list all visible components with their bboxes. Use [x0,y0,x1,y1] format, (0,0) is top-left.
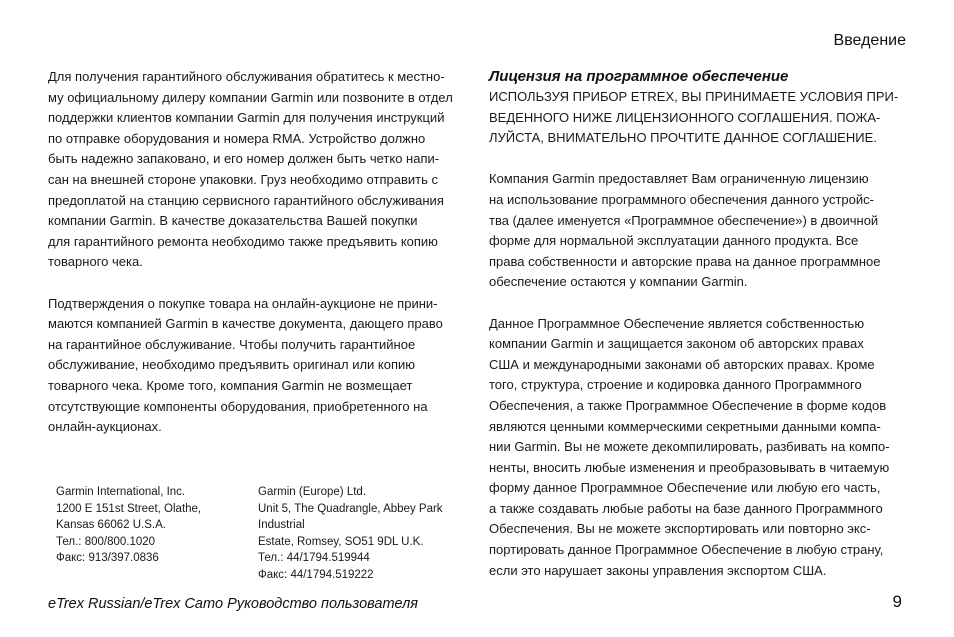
text-line: товарного чека. Кроме того, компания Garmin не возмещает [48,377,413,393]
text-line: тва (далее именуется «Программное обеспечение») в двоичной [489,212,879,228]
text-line: Обеспечения, а также Программное Обеспечение в форме кодов [489,397,887,413]
text-line: для гарантийного ремонта необходимо также предъявить копию [48,233,438,249]
text-line: поддержки клиентов компании Garmin для получения инструкций [48,110,445,126]
text-line: ЛУЙСТА, ВНИМАТЕЛЬНО ПРОЧТИТЕ ДАННОЕ СОГЛАШЕНИЕ. [489,130,877,146]
address-line: Факс: 913/397.0836 [56,552,159,564]
text-line: того, структура, строение и кодировка данного Программного [489,377,862,393]
address-line: Unit 5, The Quadrangle, Abbey Park [258,502,443,515]
address-line: Тел.: 44/1794.519944 [258,552,370,564]
address-line: Estate, Romsey, SO51 9DL U.K. [258,535,424,548]
text-line: форму данное Программное Обеспечение или любую его часть, [489,480,881,496]
address-line: Факс: 44/1794.519222 [258,568,374,581]
text-line: Подтверждения о покупке товара на онлайн-аукционе не прини- [48,295,438,311]
address-garmin-europe [258,484,468,583]
address-line: Kansas 66062 U.S.A. [56,519,166,531]
text-line: сан на внешней стороне упаковки. Груз необходимо отправить с [48,171,438,187]
text-line: онлайн-аукционах. [48,419,162,435]
text-line: ВЕДЕННОГО НИЖЕ ЛИЦЕНЗИОННОГО СОГЛАШЕНИЯ. ПОЖА- [489,109,881,125]
text-line: на гарантийное обслуживание. Чтобы получить гарантийное [48,336,416,352]
text-line: Компания Garmin предоставляет Вам ограниченную лицензию [489,171,869,187]
text-line: компании Garmin. В качестве доказательства Вашей покупки [48,213,418,229]
text-line: на использование программного обеспечения данного устройс- [489,191,874,207]
section-title: Введение [833,32,906,49]
warranty-paragraph [48,67,468,273]
left-column [48,67,468,458]
text-line: являются ценными коммерческими секретными данными компа- [489,418,881,434]
text-line: портировать данное Программное Обеспечение в любую страну, [489,542,884,558]
address-line: Industrial [258,519,305,531]
text-line: обслуживание, необходимо предъявить оригинал или копию [48,357,416,373]
text-line: Обеспечения. Вы не можете экспортировать или повторно экс- [489,521,871,537]
address-line: Garmin (Europe) Ltd. [258,486,367,498]
right-column [489,67,909,602]
text-line: му официальному дилеру компании Garmin или позвоните в отдел [48,89,453,105]
text-line: предоплатой на станцию сервисного гарантийного обслуживания [48,192,444,208]
text-line: ненты, вносить любые изменения и преобразовывать в читаемую [489,459,890,475]
text-line: Данное Программное Обеспечение является собственностью [489,315,865,331]
text-line: форме для нормальной эксплуатации данного продукта. Все [489,233,859,249]
text-line: по отправке оборудования и номера RMA. Устройство должно [48,130,426,146]
manual-title: eTrex Russian/eTrex Camo Руководство пользователя [48,596,419,612]
text-line: отсутствующие компоненты оборудования, приобретенного на [48,398,428,414]
text-line: товарного чека. [48,254,143,270]
license-grant-paragraph [489,169,909,293]
text-line: нии Garmin. Вы не можете декомпилировать, разбивать на компо- [489,439,890,455]
text-line: маются компанией Garmin в качестве документа, дающего право [48,316,443,332]
text-line: Для получения гарантийного обслуживания обратитесь к местно- [48,69,445,84]
address-line: Garmin International, Inc. [56,486,186,498]
text-line: быть надежно запаковано, и его номер должен быть четко напи- [48,151,440,167]
license-copyright-paragraph [489,314,909,582]
text-line: обеспечение остаются у компании Garmin. [489,274,748,290]
address-garmin-international [56,484,246,567]
license-heading: Лицензия на программное обеспечение [489,68,789,85]
text-line: а также создавать любые работы на базе данного Программного [489,500,883,516]
auction-paragraph [48,294,468,438]
text-line: компании Garmin и защищается законом об авторских правах [489,336,864,352]
text-line: если это нарушает законы управления экспортом США. [489,562,827,578]
text-line: США и международными законами об авторских правах. Кроме [489,356,875,372]
address-line: 1200 E 151st Street, Olathe, [56,502,202,515]
text-line: права собственности и авторские права на данное программное [489,253,881,269]
address-line: Тел.: 800/800.1020 [56,535,156,548]
license-caps-paragraph [489,87,909,149]
page-number: 9 [892,592,902,611]
text-line: ИСПОЛЬЗУЯ ПРИБОР ETREX, ВЫ ПРИНИМАЕТЕ УСЛОВИЯ ПРИ- [489,89,899,104]
